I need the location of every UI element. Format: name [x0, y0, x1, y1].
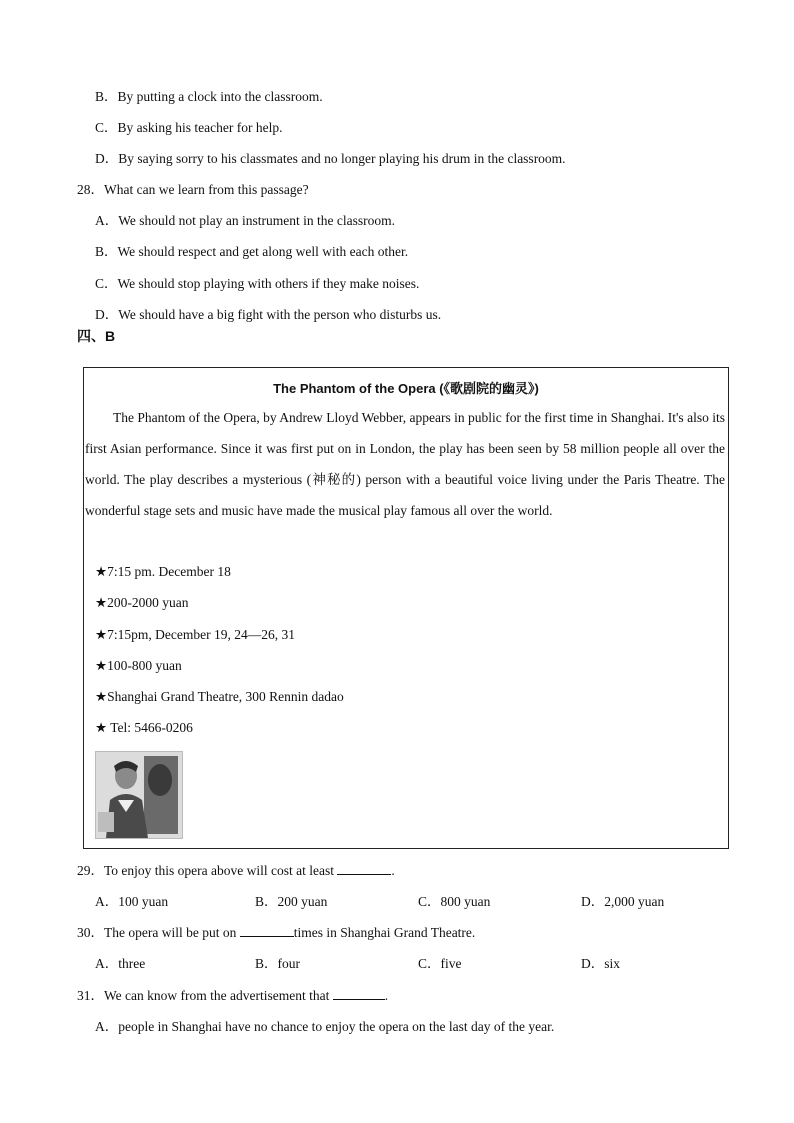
- question-29-stem-end: .: [391, 863, 395, 878]
- answer-blank: [333, 987, 385, 1000]
- question-29-stem-text: 29．To enjoy this opera above will cost at least: [77, 863, 338, 878]
- question-28-option-a: A．We should not play an instrument in the classroom.: [95, 213, 395, 228]
- info-price-2: ★100-800 yuan: [95, 658, 182, 673]
- advertisement-box: [83, 367, 729, 849]
- opera-photo-illustration: [96, 752, 182, 838]
- question-28-option-c: C．We should stop playing with others if they make noises.: [95, 276, 420, 291]
- question-30-option-b: B．four: [255, 956, 300, 971]
- question-31-stem-end: .: [384, 988, 389, 1003]
- question-31-option-a: A．people in Shanghai have no chance to enjoy the opera on the last day of the year.: [95, 1019, 555, 1034]
- answer-blank: [240, 924, 294, 937]
- question-30-option-d: D．six: [581, 956, 621, 971]
- question-29-option-b: B．200 yuan: [255, 894, 328, 909]
- prev-option-d: D．By saying sorry to his classmates and no longer playing his drum in the classroom.: [95, 151, 566, 166]
- prev-option-b: B．By putting a clock into the classroom.: [95, 89, 323, 104]
- question-28-option-b: B．We should respect and get along well with each other.: [95, 244, 409, 259]
- opera-photo: [95, 751, 183, 839]
- advertisement-paragraph: The Phantom of the Opera, by Andrew Lloyd Webber, appears in public for the first time in Shanghai. It's also its first Asian performance. Since it was first put on in London, the play has been seen by 58 million people all over the world. The play describes a mysterious (神秘的) person with a beautiful voice living under the Paris Theatre. The wonderful stage sets and music have made the musical play famous all over the world.: [85, 410, 725, 518]
- question-30-option-c: C．five: [418, 956, 462, 971]
- info-address: ★Shanghai Grand Theatre, 300 Rennin dadao: [95, 689, 344, 704]
- prev-option-c: C．By asking his teacher for help.: [95, 120, 283, 135]
- section-heading: 四、B: [77, 328, 116, 344]
- info-time-2: ★7:15pm, December 19, 24—26, 31: [95, 627, 295, 642]
- question-31-stem: [77, 984, 388, 1004]
- question-29-stem: [77, 859, 395, 879]
- question-29-option-a: A．100 yuan: [95, 894, 169, 909]
- advertisement-title: The Phantom of the Opera (《歌剧院的幽灵》): [273, 381, 539, 396]
- question-28-stem: 28．What can we learn from this passage?: [77, 182, 309, 197]
- question-31-stem-text: 31．We can know from the advertisement that: [77, 988, 333, 1003]
- question-30-stem-text: 30．The opera will be put on: [77, 925, 240, 940]
- info-telephone: ★ Tel: 5466-0206: [95, 720, 193, 735]
- question-30-stem: [77, 921, 475, 941]
- info-price-1: ★200-2000 yuan: [95, 595, 189, 610]
- question-29-option-c: C．800 yuan: [418, 894, 491, 909]
- answer-blank: [337, 862, 391, 875]
- info-time-1: ★7:15 pm. December 18: [95, 564, 231, 579]
- question-28-option-d: D．We should have a big fight with the person who disturbs us.: [95, 307, 442, 322]
- question-30-stem-end: times in Shanghai Grand Theatre.: [293, 925, 476, 940]
- question-30-option-a: A．three: [95, 956, 146, 971]
- question-29-option-d: D．2,000 yuan: [581, 894, 665, 909]
